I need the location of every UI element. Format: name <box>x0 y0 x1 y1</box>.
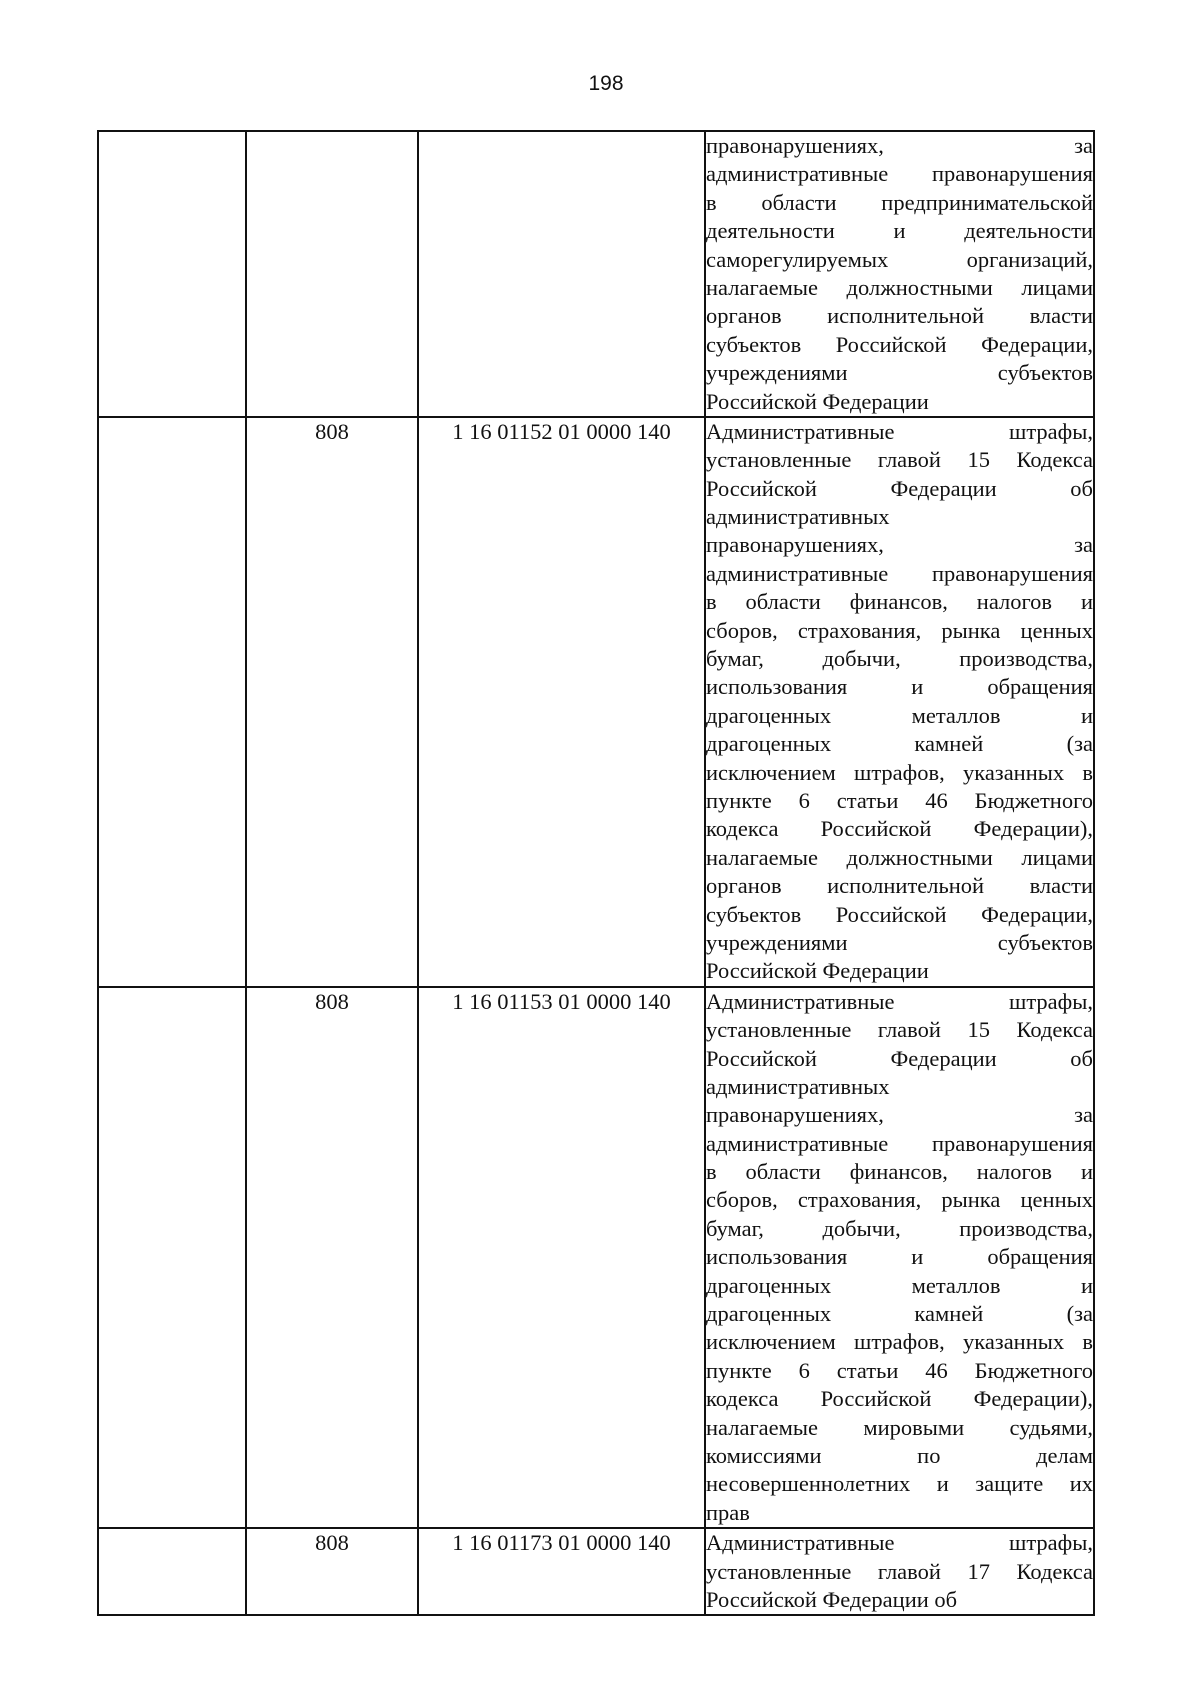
description-line: драгоценных камней (за <box>706 1301 1093 1327</box>
budget-classification-table <box>97 130 1095 1616</box>
description-line: исключением штрафов, указанных в <box>706 759 1093 785</box>
table-row <box>98 417 1094 987</box>
description-line: использования и обращения <box>706 674 1093 700</box>
description-line: налагаемые должностными лицами <box>706 274 1093 300</box>
description-line: Российской Федерации об <box>706 1045 1093 1071</box>
description-line: в области финансов, налогов и <box>706 1159 1093 1185</box>
description-line: установленные главой 17 Кодекса <box>706 1558 1093 1584</box>
description-line: органов исполнительной власти <box>706 303 1093 329</box>
description-line: Российской Федерации об <box>706 475 1093 501</box>
table-row <box>98 131 1094 417</box>
description-line: установленные главой 15 Кодекса <box>706 1017 1093 1043</box>
description-line: бумаг, добычи, производства, <box>706 646 1093 672</box>
description-line: Российской Федерации <box>706 958 929 984</box>
description-line: Административные штрафы, <box>706 418 1093 444</box>
description-cell <box>705 417 1094 987</box>
description-line: административных <box>706 504 890 530</box>
description-cell <box>705 131 1094 417</box>
description-line: несовершеннолетних и защите их <box>706 1471 1093 1497</box>
description-line: учреждениями субъектов <box>706 929 1093 955</box>
table-body <box>98 131 1094 1615</box>
description-line: административных <box>706 1073 890 1099</box>
description-line: бумаг, добычи, производства, <box>706 1215 1093 1241</box>
kbk-code-cell: 1 16 01153 01 0000 140 <box>418 987 705 1528</box>
description-line: пункте 6 статьи 46 Бюджетного <box>706 1357 1093 1383</box>
description-line: драгоценных металлов и <box>706 702 1093 728</box>
description-line: Административные штрафы, <box>706 1530 1093 1556</box>
description-line: учреждениями субъектов <box>706 360 1093 386</box>
admin-code-cell: 808 <box>246 987 418 1528</box>
table-row <box>98 987 1094 1528</box>
description-line: административные правонарушения <box>706 1130 1093 1156</box>
description-line: драгоценных камней (за <box>706 731 1093 757</box>
description-cell <box>705 1528 1094 1615</box>
description-line: прав <box>706 1499 750 1525</box>
description-line: пункте 6 статьи 46 Бюджетного <box>706 787 1093 813</box>
description-line: установленные главой 15 Кодекса <box>706 447 1093 473</box>
description-line: исключением штрафов, указанных в <box>706 1329 1093 1355</box>
description-line: правонарушениях, за <box>706 532 1093 558</box>
admin-code-cell: 808 <box>246 417 418 987</box>
page-number: 198 <box>588 72 624 95</box>
description-line: административные правонарушения <box>706 161 1093 187</box>
description-line: в области предпринимательской <box>706 189 1093 215</box>
description-line: субъектов Российской Федерации, <box>706 331 1093 357</box>
table-row <box>98 1528 1094 1615</box>
empty-cell <box>98 987 246 1528</box>
kbk-code-cell <box>418 131 705 417</box>
description-line: в области финансов, налогов и <box>706 589 1093 615</box>
description-line: деятельности и деятельности <box>706 218 1093 244</box>
empty-cell <box>98 417 246 987</box>
description-line: Российской Федерации об <box>706 1586 958 1612</box>
kbk-code-cell: 1 16 01152 01 0000 140 <box>418 417 705 987</box>
description-cell <box>705 987 1094 1528</box>
admin-code-cell: 808 <box>246 1528 418 1615</box>
description-line: Российской Федерации <box>706 388 929 414</box>
description-line: субъектов Российской Федерации, <box>706 901 1093 927</box>
description-line: Административные штрафы, <box>706 988 1093 1014</box>
description-line: налагаемые мировыми судьями, <box>706 1414 1093 1440</box>
description-line: сборов, страхования, рынка ценных <box>706 617 1093 643</box>
description-line: кодекса Российской Федерации), <box>706 816 1093 842</box>
description-line: правонарушениях, за <box>706 1102 1093 1128</box>
description-line: сборов, страхования, рынка ценных <box>706 1187 1093 1213</box>
description-line: комиссиями по делам <box>706 1442 1093 1468</box>
admin-code-cell <box>246 131 418 417</box>
empty-cell <box>98 1528 246 1615</box>
description-line: драгоценных металлов и <box>706 1272 1093 1298</box>
kbk-code-cell: 1 16 01173 01 0000 140 <box>418 1528 705 1615</box>
description-line: правонарушениях, за <box>706 133 1093 158</box>
description-line: административные правонарушения <box>706 560 1093 586</box>
description-line: использования и обращения <box>706 1244 1093 1270</box>
description-line: налагаемые должностными лицами <box>706 844 1093 870</box>
empty-cell <box>98 131 246 417</box>
description-line: саморегулируемых организаций, <box>706 246 1093 272</box>
description-line: органов исполнительной власти <box>706 873 1093 899</box>
description-line: кодекса Российской Федерации), <box>706 1386 1093 1412</box>
